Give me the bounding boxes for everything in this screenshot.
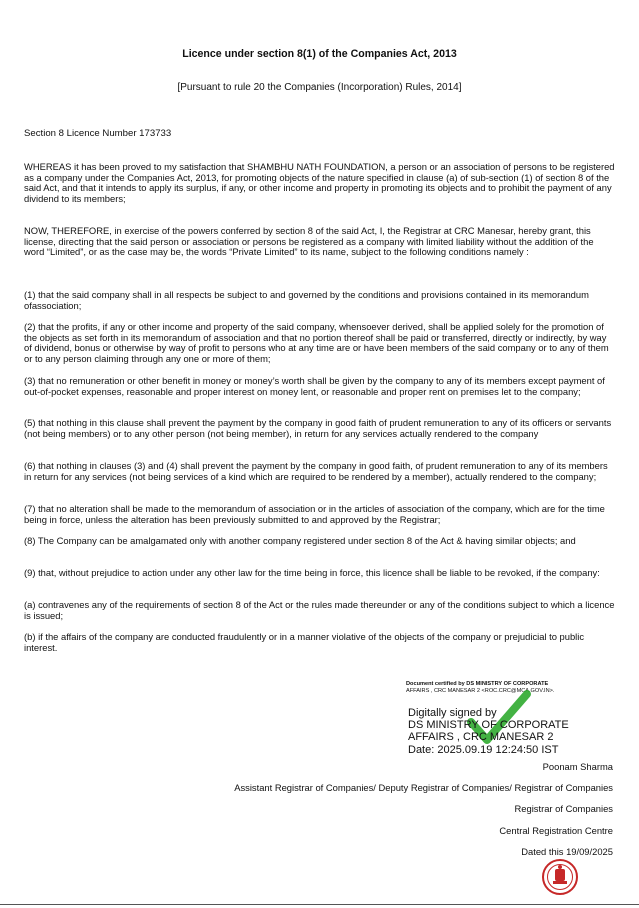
condition-9b: (b) if the affairs of the company are conducted fraudulently or in a manner violative of the objects of the company or prejudicial to public interest. bbox=[24, 631, 585, 653]
condition-3: (3) that no remuneration or other benefit in money or money’s worth shall be given by the company to any of its members except payment of out-of-pocket expenses, reasonable and proper interest on money lent, or reasonable and proper rent on premises let to the company; bbox=[24, 375, 605, 397]
signatory-designation: Assistant Registrar of Companies/ Deputy Registrar of Companies/ Registrar of Companies bbox=[234, 782, 613, 793]
digital-signature-date: Date: 2025.09.19 12:24:50 IST bbox=[408, 743, 559, 756]
condition-7: (7) that no alteration shall be made to the memorandum of association or in the articles of association of the company, which are for the time being in force, unless the alteration has been previously submitted to and approved by the Registrar; bbox=[24, 503, 605, 525]
signatory-office: Registrar of Companies bbox=[514, 803, 613, 814]
digital-signature-line-1: Digitally signed by bbox=[408, 707, 497, 719]
certification-line-2: AFFAIRS , CRC MANESAR 2 <ROC.CRC@MCA.GOV.IN>. bbox=[406, 688, 555, 694]
digital-signature-line-2: DS MINISTRY OF CORPORATE bbox=[408, 719, 569, 732]
condition-8: (8) The Company can be amalgamated only with another company registered under section 8 of the Act & having similar objects; and bbox=[24, 535, 576, 546]
digital-signature-line-3: AFFAIRS , CRC MANESAR 2 bbox=[408, 731, 554, 744]
issue-date: Dated this 19/09/2025 bbox=[521, 846, 613, 857]
document-title: Licence under section 8(1) of the Companies Act, 2013 bbox=[182, 48, 457, 60]
now-therefore-paragraph: NOW, THEREFORE, in exercise of the powers conferred by section 8 of the said Act, I, the Registrar at CRC Manesar, hereby grant, this license, directing that the said person or association or persons be registered as a company with limited liability without the addition of the word “Limited”, or as the case may be, the words “Private Limited” to its name, subject to the following conditions namely : bbox=[24, 225, 594, 258]
condition-6: (6) that nothing in clauses (3) and (4) shall prevent the payment by the company in good faith, of prudent remuneration to any of its members in return for any services (not being services of a kind which are required to be rendered by a member), actually rendered to the company; bbox=[24, 460, 608, 482]
condition-5: (5) that nothing in this clause shall prevent the payment by the company in good faith of prudent remuneration to any of its officers or servants (not being members) or to any other person (not being member), in return for any services actually rendered to the company bbox=[24, 417, 612, 439]
signatory-name: Poonam Sharma bbox=[542, 761, 613, 772]
whereas-paragraph: WHEREAS it has been proved to my satisfaction that SHAMBHU NATH FOUNDATION, a person or an association of persons to be registered as a company under the Companies Act, 2013, for promoting objects of the nature specified in clause (a) of sub-section (1) of section 8 of the said Act, and that it intends to apply its surplus, if any, or other income and property in promoting its objects and to prohibit the payment of any dividend to its members; bbox=[24, 161, 615, 204]
official-seal-icon bbox=[540, 857, 580, 897]
licence-number: Section 8 Licence Number 173733 bbox=[24, 128, 172, 139]
condition-2: (2) that the profits, if any or other income and property of the said company, whensoever derived, shall be applied solely for the promotion of the objects as set forth in its memorandum of association and that no portion thereof shall be paid or transferred, directly or indirectly, by way of dividend, bonus or otherwise by way of profit to persons who at any time are or have been members of the said company or to any of them or to any person claiming through any one or more of them; bbox=[24, 321, 609, 364]
condition-9: (9) that, without prejudice to action under any other law for the time being in force, this licence shall be liable to be revoked, if the company: bbox=[24, 567, 600, 578]
signatory-centre: Central Registration Centre bbox=[499, 825, 613, 836]
condition-9a: (a) contravenes any of the requirements of section 8 of the Act or the rules made thereunder or any of the conditions subject to which a licence is issued; bbox=[24, 599, 615, 621]
certification-line-1: Document certified by DS MINISTRY OF CORPORATE bbox=[406, 681, 549, 687]
page-bottom-border bbox=[0, 904, 639, 905]
document-subtitle: [Pursuant to rule 20 the Companies (Incorporation) Rules, 2014] bbox=[177, 82, 462, 93]
condition-1: (1) that the said company shall in all respects be subject to and governed by the conditions and provisions contained in its memorandum ofassociation; bbox=[24, 289, 589, 311]
digital-signature-block bbox=[408, 707, 608, 756]
